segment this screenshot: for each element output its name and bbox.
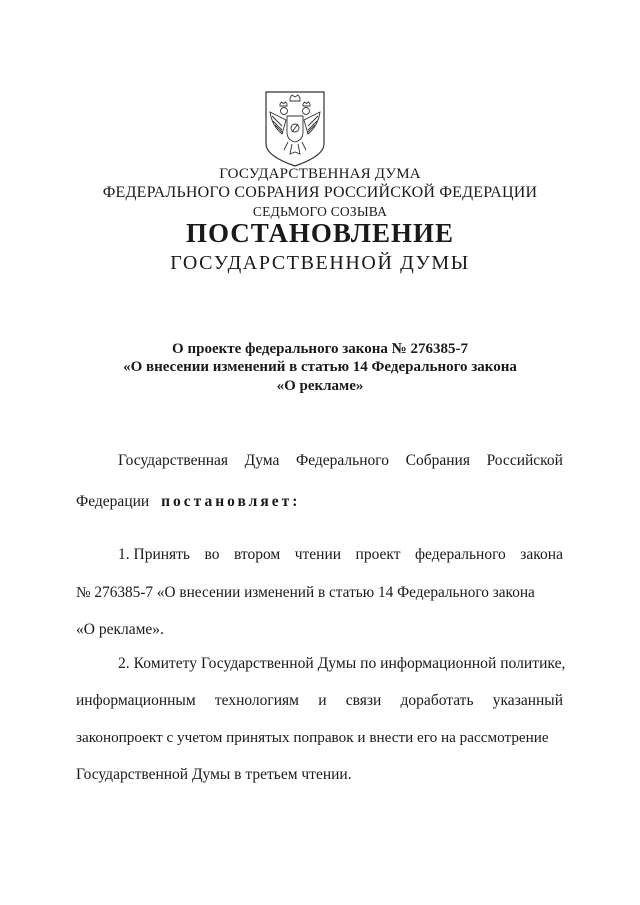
item-2-word: доработать bbox=[400, 692, 474, 709]
preamble-text: Федерации bbox=[76, 493, 150, 510]
item-2-word: информационным bbox=[76, 692, 196, 709]
item-2-line-2 bbox=[76, 692, 563, 710]
item-2-word: связи bbox=[345, 692, 382, 709]
preamble-word: Российской bbox=[486, 452, 563, 469]
item-1-word: закона bbox=[520, 546, 563, 563]
preamble-line-1 bbox=[118, 452, 563, 470]
item-2-line-3: законопроект с учетом принятых поправок и внести его на рассмотрение bbox=[76, 729, 549, 746]
item-1-line-2: № 276385-7 «О внесении изменений в статью 14 Федерального закона bbox=[76, 584, 535, 601]
preamble-word: Государственная bbox=[118, 452, 229, 469]
item-1-word: 1. Принять bbox=[118, 546, 191, 563]
item-1-word: во bbox=[204, 546, 220, 563]
item-2-line-1: 2. Комитету Государственной Думы по информационной политике, bbox=[118, 655, 566, 672]
resolution-verb: постановляет: bbox=[161, 493, 301, 510]
item-1-word: проект bbox=[355, 546, 401, 563]
item-2-word: указанный bbox=[492, 692, 563, 709]
document-type-heading: ПОСТАНОВЛЕНИЕ bbox=[185, 218, 455, 248]
item-1-word: втором bbox=[233, 546, 281, 563]
item-2-line-4: Государственной Думы в третьем чтении. bbox=[76, 766, 352, 783]
preamble-word: Собрания bbox=[405, 452, 470, 469]
item-1-word: федерального bbox=[414, 546, 506, 563]
coat-of-arms-emblem bbox=[262, 90, 328, 168]
item-1-word: чтении bbox=[294, 546, 342, 563]
resolution-title-line-2: «О внесении изменений в статью 14 Федерального закона bbox=[123, 359, 517, 375]
preamble-word: Дума bbox=[244, 452, 280, 469]
convocation-line: СЕДЬМОГО СОЗЫВА bbox=[252, 204, 388, 219]
preamble-line-2 bbox=[76, 493, 300, 511]
item-1-line-3: «О рекламе». bbox=[76, 621, 164, 638]
document-issuer-heading: ГОСУДАРСТВЕННОЙ ДУМЫ bbox=[170, 252, 470, 274]
organization-line-2: ФЕДЕРАЛЬНОГО СОБРАНИЯ РОССИЙСКОЙ ФЕДЕРАЦИИ bbox=[102, 184, 538, 201]
item-2-word: технологиям bbox=[214, 692, 299, 709]
item-1-line-1 bbox=[118, 546, 563, 564]
resolution-title-line-1: О проекте федерального закона № 276385-7 bbox=[172, 341, 468, 357]
item-2-word: и bbox=[318, 692, 327, 709]
resolution-title-line-3: «О рекламе» bbox=[276, 378, 364, 394]
preamble-word: Федерального bbox=[295, 452, 390, 469]
organization-line-1: ГОСУДАРСТВЕННАЯ ДУМА bbox=[219, 166, 421, 182]
